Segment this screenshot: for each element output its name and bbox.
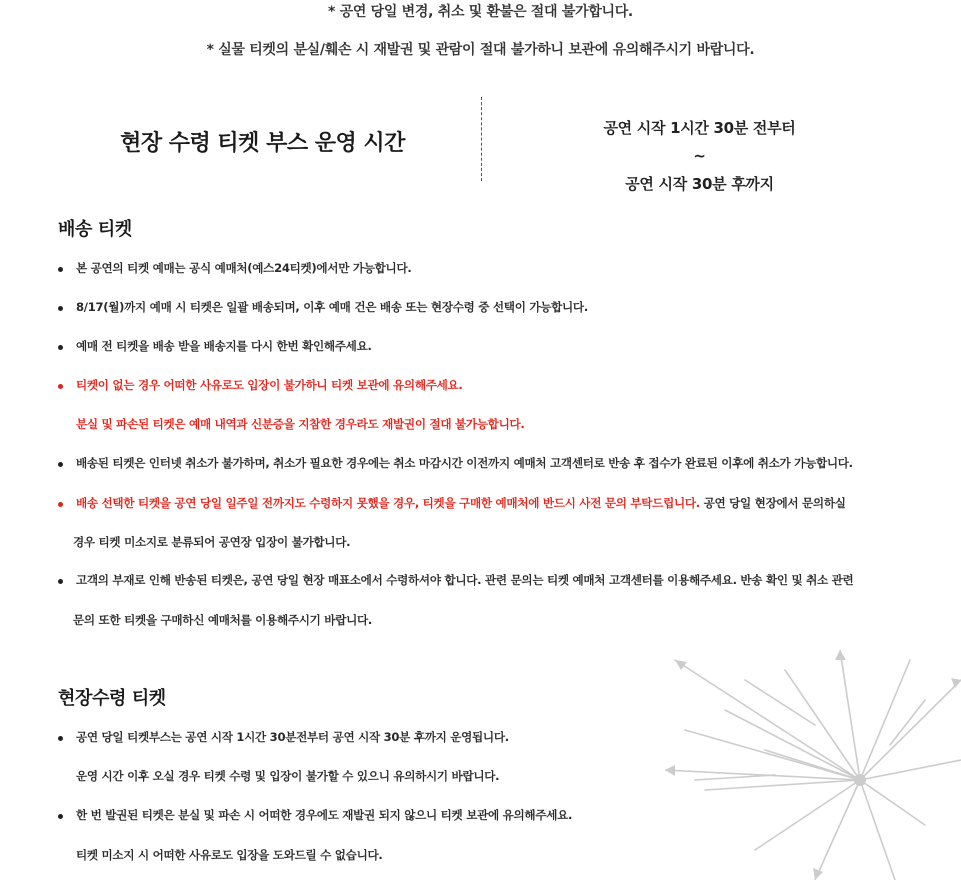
delivery-item-bulk-shipping: 8/17(월)까지 예매 시 티켓은 일괄 배송되며, 이후 예매 건은 배송 또는 현장수령 중 선택이 가능합니다. xyxy=(76,300,588,314)
delivery-item-not-received-cont: 경우 티켓 미소지로 분류되어 공연장 입장이 불가합니다. xyxy=(73,535,351,549)
onsite-item-late-arrival: 운영 시간 이후 오실 경우 티켓 수령 및 입장이 불가할 수 있으니 유의하시기 바랍니다. xyxy=(76,769,500,783)
delivery-item-no-reissue-warning: 분실 및 파손된 티켓은 예매 내역과 신분증을 지참한 경우라도 재발권이 절대 불가능합니다. xyxy=(76,417,525,431)
list-bullet xyxy=(58,736,63,741)
onsite-item-no-entry: 티켓 미소지 시 어떠한 사유로도 입장을 도와드릴 수 없습니다. xyxy=(76,848,383,862)
delivery-section-title: 배송 티켓 xyxy=(58,219,132,240)
firework-burst-icon xyxy=(665,650,961,880)
onsite-item-booth-hours: 공연 당일 티켓부스는 공연 시작 1시간 30분전부터 공연 시작 30분 후까지 운영됩니다. xyxy=(76,730,509,744)
delivery-item-cancel-policy: 배송된 티켓은 인터넷 취소가 불가하며, 취소가 필요한 경우에는 취소 마감시간 이전까지 예매처 고객센터로 반송 후 접수가 완료된 이후에 취소가 가능합니다. xyxy=(76,456,853,470)
delivery-item-check-address: 예매 전 티켓을 배송 받을 배송지를 다시 한번 확인해주세요. xyxy=(76,339,372,353)
list-bullet xyxy=(58,306,63,311)
delivery-item-returned: 고객의 부재로 인해 반송된 티켓은, 공연 당일 현장 매표소에서 수령하셔야 합니다. 관련 문의는 티켓 예매처 고객센터를 이용해주세요. 반송 확인 및 취소 관련 xyxy=(76,573,854,587)
notice-no-change: * 공연 당일 변경, 취소 및 환불은 절대 불가합니다. xyxy=(328,4,633,20)
booth-hours-end: 공연 시작 30분 후까지 xyxy=(625,175,774,193)
onsite-item-no-reissue: 한 번 발권된 티켓은 분실 및 파손 시 어떠한 경우에도 재발권 되지 않으니 티켓 보관에 유의해주세요. xyxy=(76,808,573,822)
delivery-item-returned-cont: 문의 또한 티켓을 구매하신 예매처를 이용해주시기 바랍니다. xyxy=(73,613,373,627)
not-received-onsite-text: 공연 당일 현장에서 문의하실 xyxy=(699,496,846,510)
list-bullet xyxy=(58,345,63,350)
list-bullet xyxy=(58,267,63,272)
booth-divider xyxy=(481,97,482,181)
notice-ticket-loss: * 실물 티켓의 분실/훼손 시 재발권 및 관람이 절대 불가하니 보관에 유의해주시기 바랍니다. xyxy=(206,42,755,58)
list-bullet xyxy=(58,579,63,584)
not-received-warning-text: 배송 선택한 티켓을 공연 당일 일주일 전까지도 수령하지 못했을 경우, 티켓을 구매한 예매처에 반드시 사전 문의 부탁드립니다. xyxy=(76,496,700,510)
onsite-section-title: 현장수령 티켓 xyxy=(58,688,166,709)
delivery-item-official-seller: 본 공연의 티켓 예매는 공식 예매처(예스24티켓)에서만 가능합니다. xyxy=(76,261,412,275)
list-bullet-warning xyxy=(58,502,63,507)
booth-hours-start: 공연 시작 1시간 30분 전부터 ~ xyxy=(603,119,796,165)
delivery-item-not-received xyxy=(76,495,846,511)
booth-hours-title: 현장 수령 티켓 부스 운영 시간 xyxy=(120,131,405,156)
list-bullet-warning xyxy=(58,384,63,389)
list-bullet xyxy=(58,814,63,819)
list-bullet xyxy=(58,462,63,467)
booth-hours-time xyxy=(597,114,802,198)
delivery-item-no-ticket-warning: 티켓이 없는 경우 어떠한 사유로도 입장이 불가하니 티켓 보관에 유의해주세요. xyxy=(76,378,463,392)
